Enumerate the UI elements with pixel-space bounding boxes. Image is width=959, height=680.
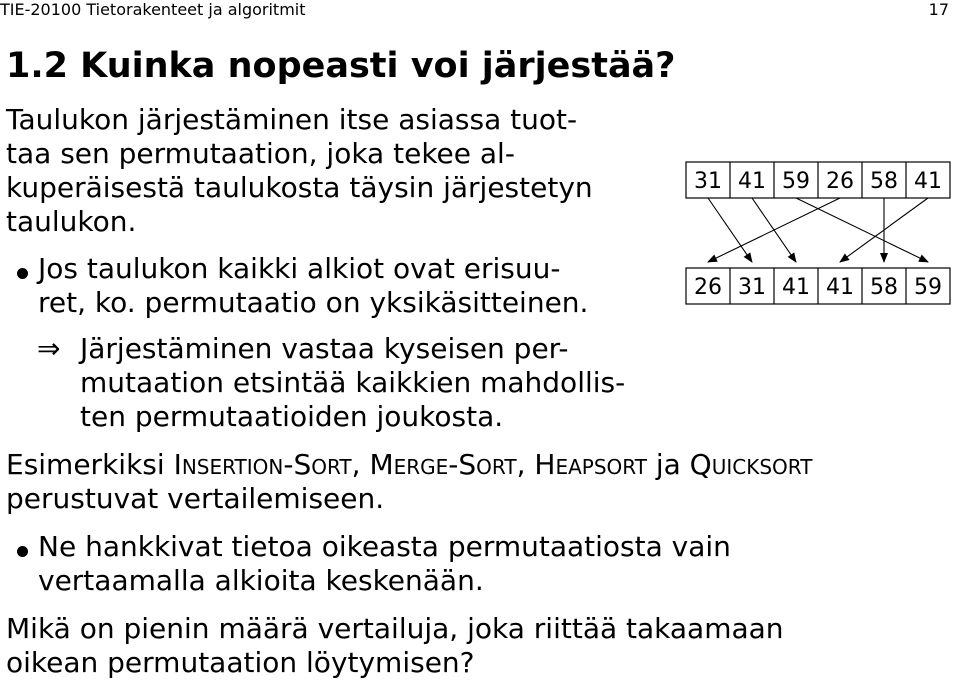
permutation-arrow — [796, 198, 928, 262]
implies-arrow-icon: ⇒ — [37, 332, 61, 365]
bullet-item-comparisons — [38, 530, 731, 598]
conjunction: ja — [646, 448, 690, 481]
source-array — [686, 162, 950, 198]
question-line: Mikä on pienin määrä vertailuja, joka riittää takaamaan — [6, 612, 784, 645]
source-array-cell: 41 — [738, 169, 766, 194]
permutation-diagram — [676, 152, 956, 312]
algorithm-name: Quicksort — [689, 448, 813, 481]
question-paragraph — [6, 612, 784, 680]
implication-text — [80, 332, 569, 366]
intro-line: kuperäisestä taulukosta täysin järjestetyn — [6, 171, 593, 204]
permutation-arrow — [708, 198, 752, 262]
implication-line: ten permutaatioiden joukosta. — [80, 400, 504, 433]
sorted-array-cell: 41 — [826, 275, 854, 300]
separator: , — [516, 448, 535, 481]
examples-paragraph — [6, 448, 812, 516]
source-array-cell: 41 — [914, 169, 942, 194]
source-array-cell: 31 — [694, 169, 722, 194]
algorithm-name: Insertion-Sort — [173, 448, 352, 481]
intro-line: Taulukon järjestäminen itse asiassa tuot- — [6, 103, 578, 136]
question-line: oikean permutaation löytymisen? — [6, 646, 475, 679]
intro-line: taulukon. — [6, 205, 137, 238]
intro-line: taa sen permutaation, joka tekee al- — [6, 137, 515, 170]
permutation-arrows — [708, 198, 928, 262]
bullet-line: vertaamalla alkioita keskenään. — [38, 564, 484, 597]
source-array-cell: 59 — [782, 169, 810, 194]
source-array-cell: 26 — [826, 169, 854, 194]
permutation-arrow — [708, 198, 840, 262]
page-number: 17 — [928, 0, 949, 19]
bullet-icon — [17, 546, 28, 557]
bullet-item-unique — [38, 252, 588, 320]
bullet-line: ret, ko. permutaatio on yksikäsitteinen. — [38, 286, 589, 319]
sorted-array — [686, 268, 950, 304]
implication-continued — [80, 366, 625, 434]
sorted-array-cell: 31 — [738, 275, 766, 300]
examples-line-1 — [6, 448, 812, 482]
sorted-array-cell: 26 — [694, 275, 722, 300]
bullet-line: Jos taulukon kaikki alkiot ovat erisuu- — [38, 252, 561, 285]
course-header: TIE-20100 Tietorakenteet ja algoritmit — [0, 0, 306, 19]
source-array-cell: 58 — [870, 169, 898, 194]
sorted-array-cell: 58 — [870, 275, 898, 300]
bullet-icon — [17, 268, 28, 279]
implication-line: mutaation etsintää kaikkien mahdollis- — [80, 366, 626, 399]
algorithm-name: Heapsort — [534, 448, 647, 481]
section-title: 1.2 Kuinka nopeasti voi järjestää? — [6, 46, 676, 86]
sorted-array-cell: 41 — [782, 275, 810, 300]
examples-line-2: perustuvat vertailemiseen. — [6, 482, 385, 515]
intro-paragraph — [6, 103, 593, 239]
examples-prefix: Esimerkiksi — [6, 448, 174, 481]
sorted-array-cell: 59 — [914, 275, 942, 300]
implication-line: Järjestäminen vastaa kyseisen per- — [80, 332, 569, 365]
bullet-line: Ne hankkivat tietoa oikeasta permutaatiosta vain — [38, 530, 731, 563]
algorithm-name: Merge-Sort — [369, 448, 517, 481]
separator: , — [351, 448, 370, 481]
